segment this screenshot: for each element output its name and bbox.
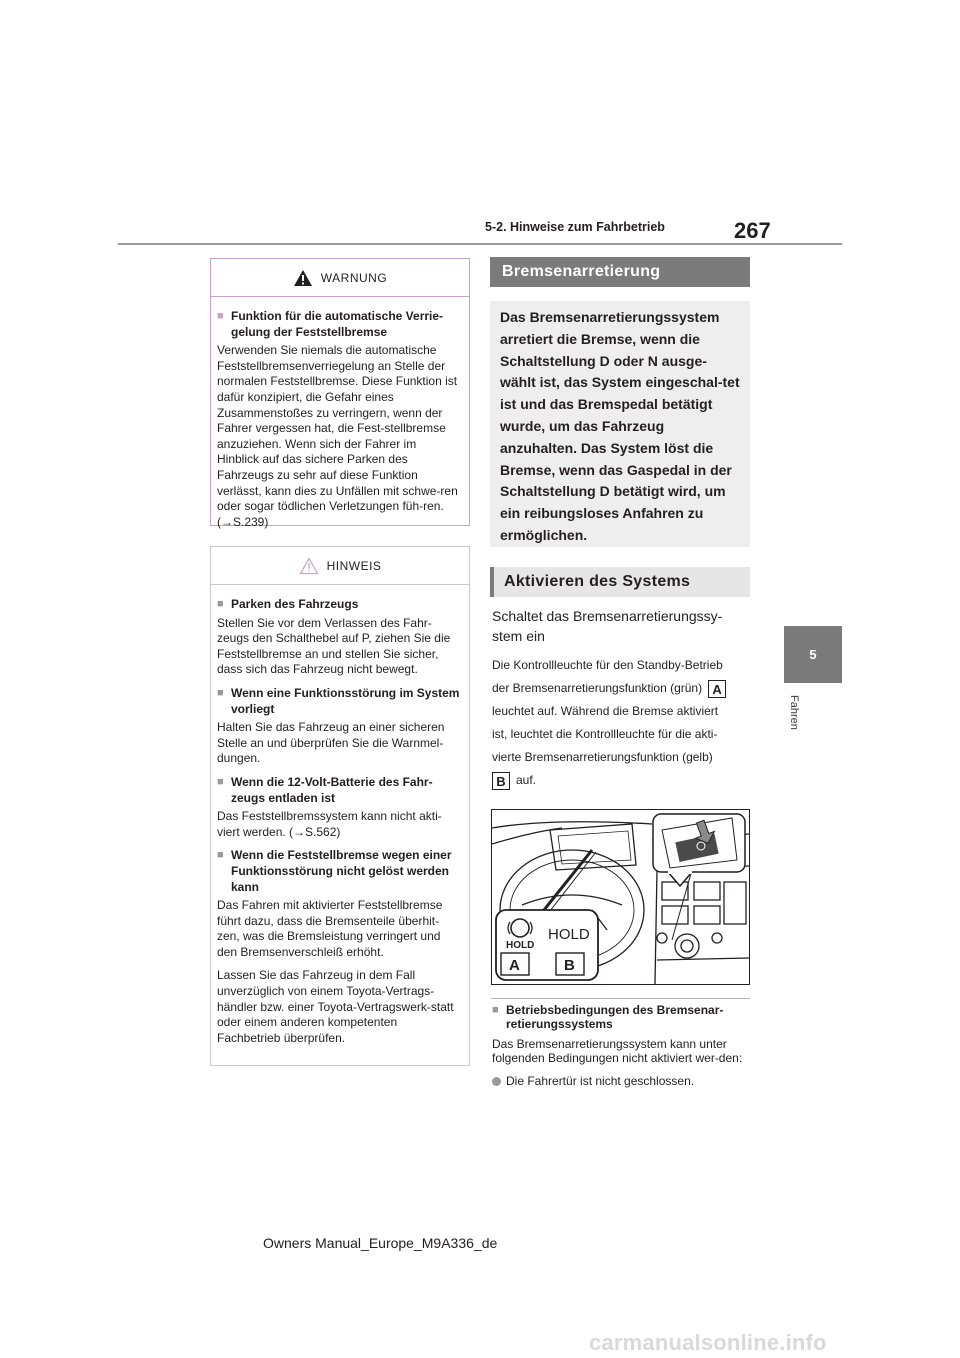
hinweis-box — [210, 546, 470, 1066]
warning-title: WARNUNG — [320, 270, 388, 285]
warning-triangle-icon — [293, 269, 313, 287]
figure-rule — [491, 998, 750, 999]
hinweis-header — [211, 547, 469, 585]
hinweis-heading: ■ Wenn die Feststellbremse wegen einer Funktionsstörung nicht gelöst werden kann — [217, 848, 452, 894]
footer-text: Owners Manual_Europe_M9A336_de — [263, 1235, 498, 1251]
square-bullet-icon: ■ — [217, 598, 224, 610]
subsection-title-bar: Aktivieren des Systems — [490, 567, 750, 597]
hold-icon-label: HOLD — [506, 940, 535, 951]
hold-text-label: HOLD — [548, 926, 590, 943]
label-a-box: A — [708, 680, 726, 698]
round-bullet-icon — [492, 1077, 501, 1086]
chapter-number: 5 — [809, 647, 817, 662]
square-bullet-icon: ■ — [217, 775, 224, 788]
conditions-text: Das Bremsenarretierungssystem kann unter folgenden Bedingungen nicht aktiviert wer-den: — [492, 1037, 743, 1065]
hinweis-text: Das Fahren mit aktivierter Feststellbremse führt dazu, dass die Bremsenteile überhit-zen, was die Bremsleistung verringert und den Bremsenverschleiß erhöht. — [217, 898, 443, 959]
dashboard-illustration — [492, 810, 749, 984]
conditions-section — [492, 1003, 752, 1088]
warning-text: Verwenden Sie niemals die automatische Feststellbremsenverriegelung an Stelle der normalen Feststellbremse. Diese Funktion ist dafür konzipiert, die Gefahr eines Zusammenstoßes zu verringern, wenn der Fahrer vergessen hat, die Fest-stellbremse anzuziehen. Wenn sich der Fahrer im Hinblick auf das sichere Parken des Fahrzeugs zu sehr auf diese Funktion verlässt, kann dies zu Unfällen mit schwe-ren oder sogar tödlichen Verletzungen füh-ren. (→S.239) — [217, 343, 458, 529]
label-b-box: B — [492, 772, 510, 790]
header-rule — [118, 243, 842, 245]
square-bullet-icon: ■ — [217, 310, 224, 322]
hinweis-heading: ■ Parken des Fahrzeugs — [217, 597, 359, 611]
conditions-bullet: Die Fahrertür ist nicht geschlossen. — [492, 1074, 752, 1088]
section-header: 5-2. Hinweise zum Fahrbetrieb — [485, 220, 665, 234]
chapter-tab — [784, 626, 842, 683]
hinweis-heading: ■ Wenn eine Funktionsstörung im System vorliegt — [217, 685, 460, 716]
square-bullet-icon: ■ — [217, 849, 224, 862]
intro-box: Das Bremsenarretierungssystem arretiert die Bremse, wenn die Schaltstellung D oder N ausge-wählt ist, das System eingeschal-tet ist und das Bremspedal betätigt wurde, um das Fahrzeug anzuhalten. Das System löst die Bremse, wenn das Gaspedal in der Schaltstellung D betätigt wird, um ein reibungsloses Anfahren zu ermöglichen. — [490, 301, 750, 547]
square-bullet-icon: ■ — [217, 686, 224, 699]
hinweis-heading: ■ Wenn die 12-Volt-Batterie des Fahr-zeugs entladen ist — [217, 774, 433, 805]
watermark: carmanualsonline.info — [589, 1330, 827, 1355]
figure-label-a: A — [509, 957, 520, 974]
chapter-title-text: Fahren — [788, 695, 800, 730]
conditions-heading: ■ Betriebsbedingungen des Bremsenar-retierungssystems — [492, 1003, 724, 1031]
step-text: Schaltet das Bremsenarretierungssy-stem ein — [492, 608, 723, 644]
hinweis-text: Stellen Sie vor dem Verlassen des Fahr-zeugs den Schalthebel auf P, ziehen Sie die Feststellbremse an und stellen Sie sicher, dass sich das Fahrzeug nicht bewegt. — [217, 615, 451, 677]
section-title-bar: Bremsenarretierung — [490, 257, 750, 287]
hinweis-title: HINWEIS — [326, 558, 382, 573]
hinweis-text: Lassen Sie das Fahrzeug in dem Fall unverzüglich von einem Toyota-Vertrags-händler bzw. einer Toyota-Vertragswerk-statt oder einem anderen kompetenten Fachbetrieb überprüfen. — [217, 968, 454, 1045]
page-number: 267 — [734, 218, 771, 243]
warning-box — [210, 258, 470, 529]
chapter-title — [784, 695, 804, 755]
figure-label-b: B — [564, 957, 575, 974]
warning-header — [211, 259, 469, 297]
square-bullet-icon: ■ — [492, 1004, 499, 1016]
step-description: Die Kontrollleuchte für den Standby-Betrieb der Bremsenarretierungsfunktion (grün) A leuchtet auf. Während die Bremse aktiviert ist, leuchtet die Kontrollleuchte für die akti- vierte Bremsenarretierungsfunktion (gelb) B auf. — [492, 654, 754, 792]
warning-heading: ■ Funktion für die automatische Verrie-gelung der Feststellbremse — [217, 309, 444, 339]
caution-triangle-icon — [299, 557, 319, 575]
hinweis-text: Das Feststellbremssystem kann nicht akti-viert werden. (→S.562) — [217, 809, 442, 839]
hinweis-text: Halten Sie das Fahrzeug an einer sicheren Stelle an und überprüfen Sie die Warnmel-dungen. — [217, 720, 445, 766]
dashboard-figure — [491, 809, 750, 985]
